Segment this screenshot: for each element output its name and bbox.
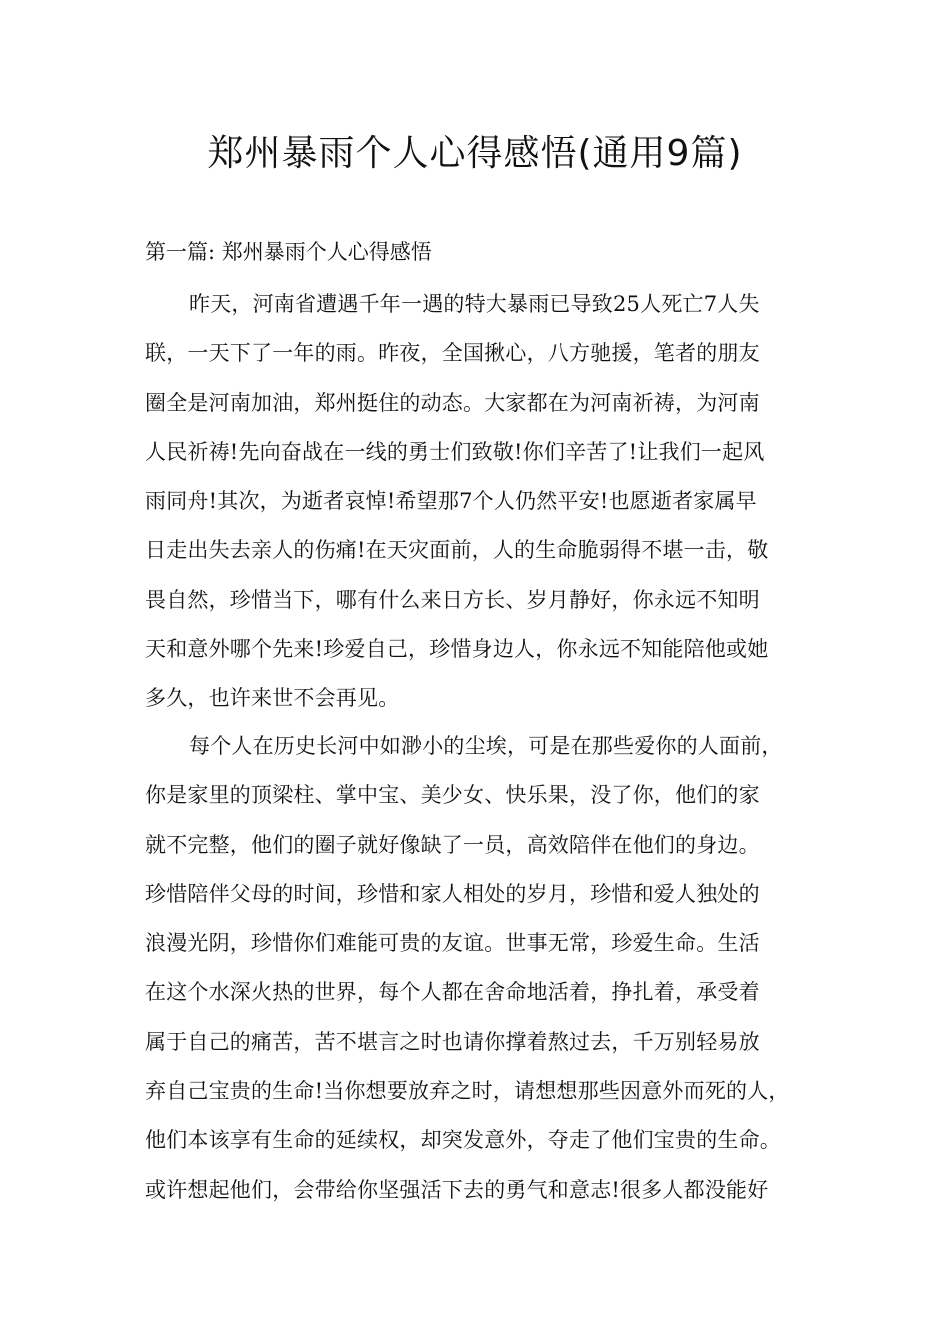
paragraph-line: 珍惜陪伴父母的时间，珍惜和家人相处的岁月，珍惜和爱人独处的 bbox=[145, 881, 760, 906]
section-heading: 第一篇: 郑州暴雨个人心得感悟 bbox=[145, 240, 432, 264]
paragraph-line: 属于自己的痛苦，苦不堪言之时也请你撑着熬过去，千万别轻易放 bbox=[145, 1029, 760, 1054]
paragraph-line: 每个人在历史长河中如渺小的尘埃，可是在那些爱你的人面前， bbox=[189, 734, 783, 758]
paragraph-line: 或许想起他们，会带给你坚强活下去的勇气和意志!很多人都没能好 bbox=[145, 1177, 769, 1202]
paragraph-line: 浪漫光阴，珍惜你们难能可贵的友谊。世事无常，珍爱生命。生活 bbox=[145, 931, 760, 956]
paragraph-line: 昨天，河南省遭遇千年一遇的特大暴雨已导致25人死亡7人失 bbox=[189, 292, 760, 316]
paragraph-line: 就不完整，他们的圈子就好像缺了一员，高效陪伴在他们的身边。 bbox=[145, 832, 760, 857]
paragraph-line: 你是家里的顶梁柱、掌中宝、美少女、快乐果，没了你，他们的家 bbox=[145, 783, 760, 808]
paragraph-line: 多久，也许来世不会再见。 bbox=[145, 686, 400, 711]
paragraph-line: 圈全是河南加油，郑州挺住的动态。大家都在为河南祈祷，为河南 bbox=[145, 390, 760, 415]
paragraph-line: 日走出失去亲人的伤痛!在天灾面前，人的生命脆弱得不堪一击，敬 bbox=[145, 538, 769, 563]
paragraph-line: 他们本该享有生命的延续权，却突发意外，夺走了他们宝贵的生命。 bbox=[145, 1128, 781, 1153]
document-title: 郑州暴雨个人心得感悟(通用9篇) bbox=[207, 133, 743, 174]
paragraph-line: 人民祈祷!先向奋战在一线的勇士们致敬!你们辛苦了!让我们一起风 bbox=[145, 439, 765, 464]
paragraph-line: 天和意外哪个先来!珍爱自己，珍惜身边人，你永远不知能陪他或她 bbox=[145, 637, 769, 662]
paragraph-line: 雨同舟!其次，为逝者哀悼!希望那7个人仍然平安!也愿逝者家属早 bbox=[145, 489, 757, 514]
paragraph-1 bbox=[145, 280, 825, 724]
paragraph-line: 畏自然，珍惜当下，哪有什么来日方长、岁月静好，你永远不知明 bbox=[145, 587, 760, 612]
paragraph-2 bbox=[145, 722, 825, 1215]
paragraph-line: 弃自己宝贵的生命!当你想要放弃之时，请想想那些因意外而死的人， bbox=[145, 1079, 790, 1104]
paragraph-line: 在这个水深火热的世界，每个人都在舍命地活着，挣扎着，承受着 bbox=[145, 980, 760, 1005]
paragraph-line: 联，一天下了一年的雨。昨夜，全国揪心，八方驰援，笔者的朋友 bbox=[145, 341, 760, 366]
